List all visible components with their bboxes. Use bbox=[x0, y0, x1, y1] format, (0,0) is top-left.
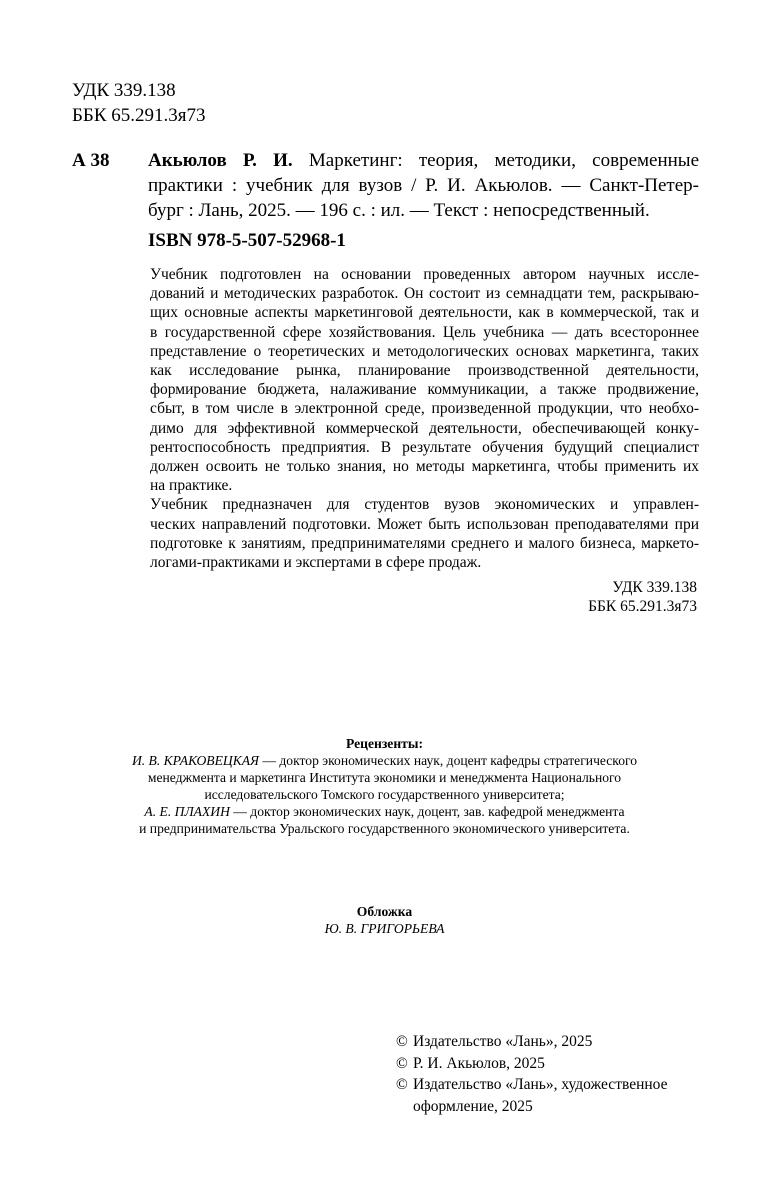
copyright-text-3: Издательство «Лань», художественное bbox=[413, 1076, 668, 1093]
udk-code-right: УДК 339.138 bbox=[612, 579, 697, 596]
classification-block bbox=[72, 78, 205, 128]
bibliographic-record bbox=[148, 148, 699, 223]
copyright-icon: © bbox=[396, 1033, 408, 1050]
reviewers-heading: Рецензенты: bbox=[345, 736, 423, 751]
bbk-code-right: ББК 65.291.3я73 bbox=[588, 598, 697, 616]
copyright-icon: © bbox=[396, 1076, 408, 1093]
reviewer-2-title: — доктор экономических наук, доцент, зав. кафедрой менеджмента bbox=[229, 804, 625, 819]
record-author: Акьюлов Р. И. bbox=[148, 150, 293, 171]
record-line-3: бург : Лань, 2025. — 196 с. : ил. — Текст : непосредственный. bbox=[148, 200, 650, 221]
reviewers-block bbox=[72, 735, 697, 837]
abstract-line: Учебник подготовлен на основании проведенных автором научных иссле- bbox=[150, 266, 699, 283]
abstract-line: как исследование рынка, планирование производственной деятельности, bbox=[150, 362, 699, 380]
reviewer-1-title: — доктор экономических наук, доцент кафедры стратегического bbox=[259, 753, 638, 768]
abstract-line: щих основные аспекты маркетинговой деятельности, как в коммерческой, так и bbox=[150, 304, 699, 322]
abstract-line: представление о теоретических и методологических основах маркетинга, таких bbox=[150, 342, 699, 360]
copyright-line-2 bbox=[396, 1053, 667, 1075]
reviewer-1-line-2: менеджмента и маркетинга Института экономики и менеджмента Национального bbox=[147, 770, 622, 785]
udk-code: УДК 339.138 bbox=[72, 80, 176, 101]
copyright-text-2: Р. И. Акьюлов, 2025 bbox=[413, 1054, 545, 1072]
copyright-text-1: Издательство «Лань», 2025 bbox=[413, 1033, 593, 1050]
bbk-code: ББК 65.291.3я73 bbox=[72, 105, 206, 126]
abstract-paragraph-1 bbox=[118, 265, 699, 495]
reviewer-1-name: И. В. КРАКОВЕЦКАЯ bbox=[131, 753, 259, 768]
record-line-2: практики : учебник для вузов / Р. И. Акьюлов. — Санкт-Петер- bbox=[148, 175, 699, 196]
abstract-line: димо для эффективной коммерческой деятельности, обеспечивающей конку- bbox=[150, 419, 699, 437]
abstract-line: дований и методических разработок. Он состоит из семнадцати тем, раскрываю- bbox=[150, 285, 699, 303]
abstract bbox=[118, 265, 699, 572]
copyright-line-1 bbox=[396, 1031, 667, 1053]
abstract-paragraph-2 bbox=[118, 495, 699, 572]
cover-designer: Ю. В. ГРИГОРЬЕВА bbox=[324, 921, 445, 936]
reviewer-2-line-2: и предпринимательства Уральского государственного экономического университета. bbox=[139, 821, 630, 836]
copyright-line-3 bbox=[396, 1074, 667, 1096]
abstract-line: рентоспособность предприятия. В результате обучения будущий специалист bbox=[150, 438, 699, 456]
author-sign: А 38 bbox=[72, 150, 110, 171]
copyright-text-3-cont: оформление, 2025 bbox=[413, 1097, 533, 1115]
isbn: ISBN 978-5-507-52968-1 bbox=[148, 230, 346, 251]
reviewer-2-name: А. Е. ПЛАХИН bbox=[144, 804, 230, 819]
abstract-line: на практике. bbox=[150, 477, 233, 495]
abstract-line: логами-практиками и экспертами в сфере продаж. bbox=[150, 554, 482, 572]
abstract-line: Учебник предназначен для студентов вузов экономических и управлен- bbox=[150, 496, 699, 514]
copyright-icon: © bbox=[396, 1054, 408, 1072]
abstract-line: ческих направлений подготовки. Может быть использован преподавателями при bbox=[150, 515, 699, 533]
reviewer-1-line-3: исследовательского Томского государственного университета; bbox=[204, 787, 565, 802]
abstract-line: сбыт, в том числе в электронной среде, произведенной продукции, что необхо- bbox=[150, 400, 699, 418]
abstract-line: должен освоить не только знания, но методы маркетинга, чтобы применить их bbox=[150, 458, 699, 476]
reviewer-1-line-1 bbox=[72, 752, 697, 769]
copyright-block bbox=[396, 1031, 667, 1117]
reviewer-2-line-1 bbox=[72, 803, 697, 820]
record-title: Маркетинг: теория, методики, современные bbox=[292, 150, 700, 171]
abstract-line: формирование бюджета, налаживание коммуникации, а также продвижение, bbox=[150, 381, 699, 399]
record-line-1 bbox=[148, 148, 699, 173]
cover-heading: Обложка bbox=[356, 904, 413, 919]
abstract-line: подготовке к занятиям, предпринимателями среднего и малого бизнеса, маркето- bbox=[150, 534, 699, 552]
cover-credit bbox=[72, 903, 697, 937]
abstract-line: в государственной сфере хозяйствования. Цель учебника — дать всестороннее bbox=[150, 323, 699, 341]
classification-block-right bbox=[588, 578, 697, 616]
